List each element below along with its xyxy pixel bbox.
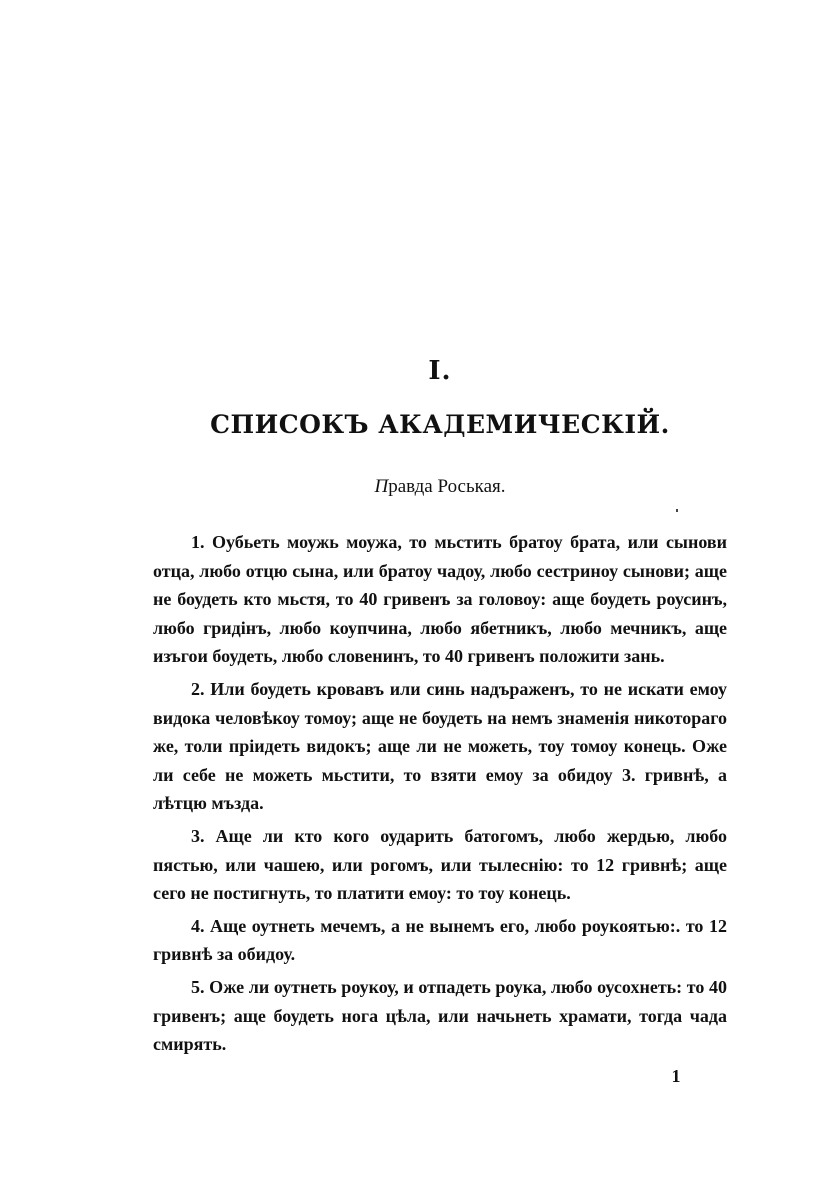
document-title: СПИСОКЪ АКАДЕМИЧЕСКІЙ.: [210, 410, 670, 439]
section-number: I.: [428, 356, 452, 386]
paragraph-3: 3. Аще ли кто кого оударить батогомъ, любо жердью, любо пястью, или чашею, или рогомъ, или тылеснію: то 12 гривнѣ; аще сего не постигнуть, то платити емоу: то тоу конець.: [153, 825, 727, 904]
subtitle: [0, 476, 840, 498]
subtitle-rest: равда Роськая.: [388, 476, 506, 497]
paragraph-1: 1. Оубьеть моужь моужа, то мьстить братоу брата, или сынови отца, любо отцю сына, или братоу чадоу, любо сестриноу сынови; аще не боудеть кто мьстя, то 40 гривенъ за головоу: аще боудеть роусинъ, любо гридінъ, любо коупчина, любо ябетникъ, любо мечникъ, аще изъгои боудеть, любо словенинъ, то 40 гривенъ положити зань.: [153, 532, 727, 667]
print-speck: [676, 509, 678, 512]
paragraph-2: 2. Или боудеть кровавъ или синь надъраженъ, то не искати емоу видока человѣкоу томоу; аще не боудеть на немъ знаменія никотораго же, толи пріидеть видокъ; аще ли не можеть, тоу томоу конець. Оже ли себе не можеть мьстити, то взяти емоу за обидоу 3. гривнѣ, а лѣтцю мъзда.: [153, 678, 727, 814]
paragraph-5: 5. Оже ли оутнеть роукоу, и отпадеть роука, любо оусохнеть: то 40 гривенъ; аще боудеть нога цѣла, или начьнеть храмати, тогда чада смирять.: [153, 976, 727, 1055]
subtitle-initial: П: [374, 476, 389, 497]
body-text: [153, 528, 727, 1059]
page-number: 1: [671, 1066, 681, 1086]
paragraph-4: 4. Аще оутнеть мечемъ, а не вынемъ его, любо роукоятью:. то 12 гривнѣ за обидоу.: [153, 915, 727, 965]
